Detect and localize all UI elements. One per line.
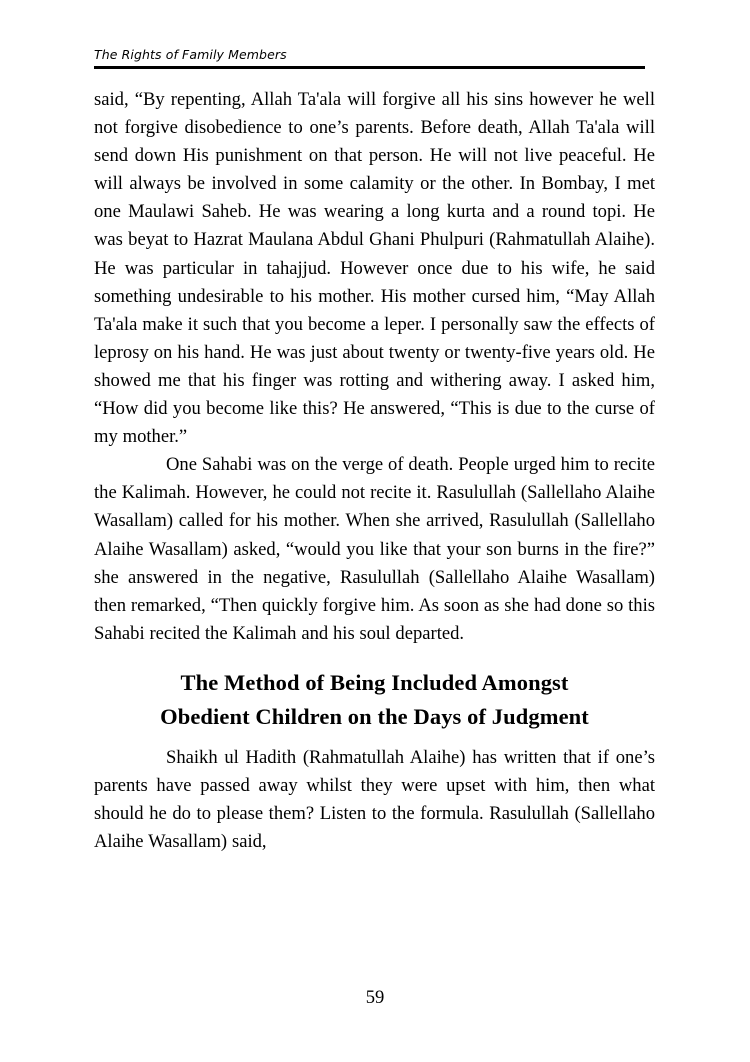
section-heading-line-1: The Method of Being Included Amongst (180, 669, 569, 695)
header-divider-rule (94, 66, 645, 69)
section-heading (94, 666, 655, 734)
page-number: 59 (365, 987, 385, 1008)
body-paragraph-2: One Sahabi was on the verge of death. People urged him to recite the Kalimah. However, he could not recite it. Rasulullah (Sallellaho Alaihe Wasallam) called for his mother. When she arrived, Rasulullah (Sallellaho Alaihe Wasallam) asked, “would you like that your son burns in the fire?” she answered in the negative, Rasulullah (Sallellaho Alaihe Wasallam) then remarked, “Then quickly forgive him. As soon as she had done so this Sahabi recited the Kalimah and his soul departed. (94, 454, 655, 644)
running-header (94, 48, 655, 69)
body-paragraph-1: said, “By repenting, Allah Ta'ala will forgive all his sins however he well not forgive disobedience to one’s parents. Before death, Allah Ta'ala will send down His punishment on that person. He will not live peaceful. He will always be involved in some calamity or the other. In Bombay, I met one Maulawi Saheb. He was wearing a long kurta and a round topi. He was beyat to Hazrat Maulana Abdul Ghani Phulpuri (Rahmatullah Alaihe). He was particular in tahajjud. However once due to his wife, he said something undesirable to his mother. His mother cursed him, “May Allah Ta'ala make it such that you become a leper. I personally saw the effects of leprosy on his hand. He was just about twenty or twenty-five years old. He showed me that his finger was rotting and withering away. I asked him, “How did you become like this? He answered, “This is due to the curse of my mother.” (94, 89, 655, 448)
page-content (94, 86, 655, 856)
running-header-title: The Rights of Family Members (94, 47, 287, 62)
section-heading-line-2: Obedient Children on the Days of Judgment (160, 703, 589, 729)
body-paragraph-3: Shaikh ul Hadith (Rahmatullah Alaihe) has written that if one’s parents have passed away whilst they were upset with him, then what should he do to please them? Listen to the formula. Rasulullah (Sallellaho Alaihe Wasallam) said, (94, 746, 655, 853)
